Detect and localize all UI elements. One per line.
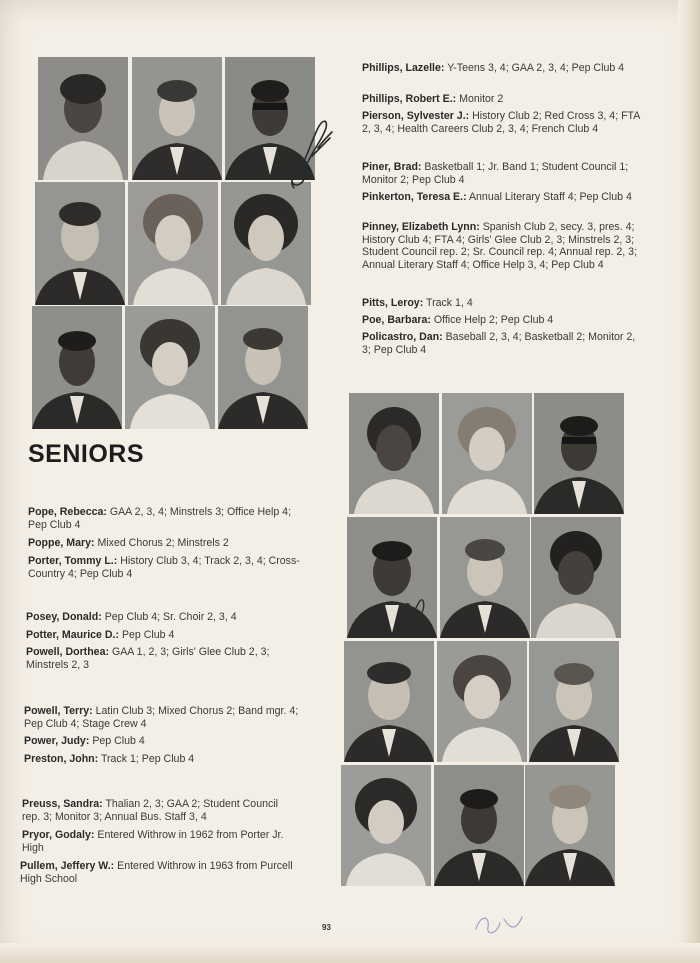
portrait-photo — [442, 393, 532, 514]
senior-entry — [22, 798, 298, 823]
section-heading: SENIORS — [28, 440, 145, 468]
activities: Pep Club 4; Sr. Choir 2, 3, 4 — [104, 611, 237, 623]
student-name: Power, Judy: — [24, 735, 90, 747]
portrait-photo — [221, 182, 311, 305]
student-name: Pinkerton, Teresa E.: — [362, 191, 467, 203]
senior-entry — [24, 705, 302, 730]
student-name: Potter, Maurice D.: — [26, 629, 120, 641]
student-name: Pullem, Jeffery W.: — [20, 860, 115, 872]
portrait-photo — [525, 765, 615, 886]
student-name: Piner, Brad: — [362, 161, 422, 173]
senior-entry — [28, 506, 306, 531]
senior-entry — [362, 331, 642, 356]
activities: Pep Club 4 — [92, 735, 145, 747]
activities: Pep Club 4 — [121, 629, 175, 641]
activities: GAA 1, 2, 3; Girls' Glee Club 2, 3; Minstrels 2, 3 — [26, 646, 270, 671]
student-name: Phillips, Robert E.: — [362, 93, 457, 105]
activities: Baseball 2, 3, 4; Basketball 2; Monitor 2, 3; Pep Club 4 — [362, 331, 636, 356]
activities: Basketball 1; Jr. Band 1; Student Council 1; Monitor 2; Pep Club 4 — [362, 161, 629, 186]
activities: Thalian 2, 3; GAA 2; Student Council rep. 3; Monitor 3; Annual Bus. Staff 3, 4 — [22, 798, 278, 823]
activities: History Club 2; Red Cross 3, 4; FTA 2, 3, 4; Health Careers Club 2, 3, 4; French Club 4 — [362, 110, 640, 135]
student-name: Porter, Tommy L.: — [28, 555, 118, 567]
senior-entry — [24, 753, 302, 766]
portrait-photo — [125, 306, 215, 429]
senior-entry — [26, 611, 304, 624]
activities: Spanish Club 2, secy. 3, pres. 4; History Club 4; FTA 4; Girls' Glee Club 2, 3; Minstrels 2, 3; Student Council rep. 2; Sr. Council rep. 4; Annual rep. 2, 3; Annual Literary Staff 4; Office Help 3, 4; Pep Club 4 — [362, 221, 638, 271]
senior-entry — [362, 191, 642, 204]
activities: Track 1; Pep Club 4 — [100, 753, 195, 765]
activities: Track 1, 4 — [426, 297, 473, 309]
activities: Latin Club 3; Mixed Chorus 2; Band mgr. 4; Pep Club 4; Stage Crew 4 — [24, 705, 299, 730]
portrait-photo — [434, 765, 524, 886]
portrait-photo — [132, 57, 222, 180]
senior-entry — [362, 161, 642, 186]
activities: Y-Teens 3, 4; GAA 2, 3, 4; Pep Club 4 — [447, 62, 625, 74]
page-number: 93 — [322, 923, 331, 932]
portrait-photo — [32, 306, 122, 429]
portrait-photo — [218, 306, 308, 429]
senior-entry — [20, 860, 296, 885]
senior-entry — [28, 537, 306, 550]
pencil-scribble — [470, 905, 530, 945]
portrait-photo — [440, 517, 530, 638]
senior-entry — [26, 629, 304, 642]
student-name: Preuss, Sandra: — [22, 798, 103, 810]
portrait-photo — [341, 765, 431, 886]
senior-entry — [26, 646, 304, 671]
activities: GAA 2, 3, 4; Minstrels 3; Office Help 4; Pep Club 4 — [28, 506, 292, 531]
portrait-photo — [38, 57, 128, 180]
student-name: Pitts, Leroy: — [362, 297, 424, 309]
student-name: Powell, Dorthea: — [26, 646, 109, 658]
portrait-photo — [529, 641, 619, 762]
student-name: Pope, Rebecca: — [28, 506, 107, 518]
senior-entry — [28, 555, 306, 580]
student-name: Powell, Terry: — [24, 705, 93, 717]
senior-entry — [362, 221, 642, 271]
senior-entry — [24, 735, 302, 748]
senior-entry — [22, 829, 298, 854]
senior-entry — [362, 110, 642, 135]
portrait-photo — [347, 517, 437, 638]
student-name: Preston, John: — [24, 753, 99, 765]
student-name: Pierson, Sylvester J.: — [362, 110, 470, 122]
student-name: Pinney, Elizabeth Lynn: — [362, 221, 480, 233]
activities: Entered Withrow in 1962 from Porter Jr. High — [22, 829, 284, 854]
senior-entry — [362, 62, 642, 75]
senior-entry — [362, 314, 642, 327]
page-bottom-edge — [0, 943, 700, 963]
portrait-photo — [349, 393, 439, 514]
student-name: Policastro, Dan: — [362, 331, 443, 343]
portrait-photo — [344, 641, 434, 762]
activities: Entered Withrow in 1963 from Purcell High School — [20, 860, 293, 885]
activities: Monitor 2 — [459, 93, 504, 105]
portrait-photo — [128, 182, 218, 305]
activities: Mixed Chorus 2; Minstrels 2 — [97, 537, 229, 549]
portrait-photo — [35, 182, 125, 305]
student-name: Posey, Donald: — [26, 611, 102, 623]
portrait-photo — [437, 641, 527, 762]
activities: History Club 3, 4; Track 2, 3, 4; Cross-Country 4; Pep Club 4 — [28, 555, 300, 580]
student-name: Poppe, Mary: — [28, 537, 95, 549]
activities: Office Help 2; Pep Club 4 — [433, 314, 554, 326]
senior-entry — [362, 93, 642, 106]
portrait-photo — [534, 393, 624, 514]
student-name: Phillips, Lazelle: — [362, 62, 445, 74]
portrait-photo — [225, 57, 315, 180]
activities: Annual Literary Staff 4; Pep Club 4 — [468, 191, 632, 203]
senior-entry — [362, 297, 642, 310]
student-name: Pryor, Godaly: — [22, 829, 95, 841]
student-name: Poe, Barbara: — [362, 314, 431, 326]
portrait-photo — [531, 517, 621, 638]
page-edge — [678, 0, 700, 963]
